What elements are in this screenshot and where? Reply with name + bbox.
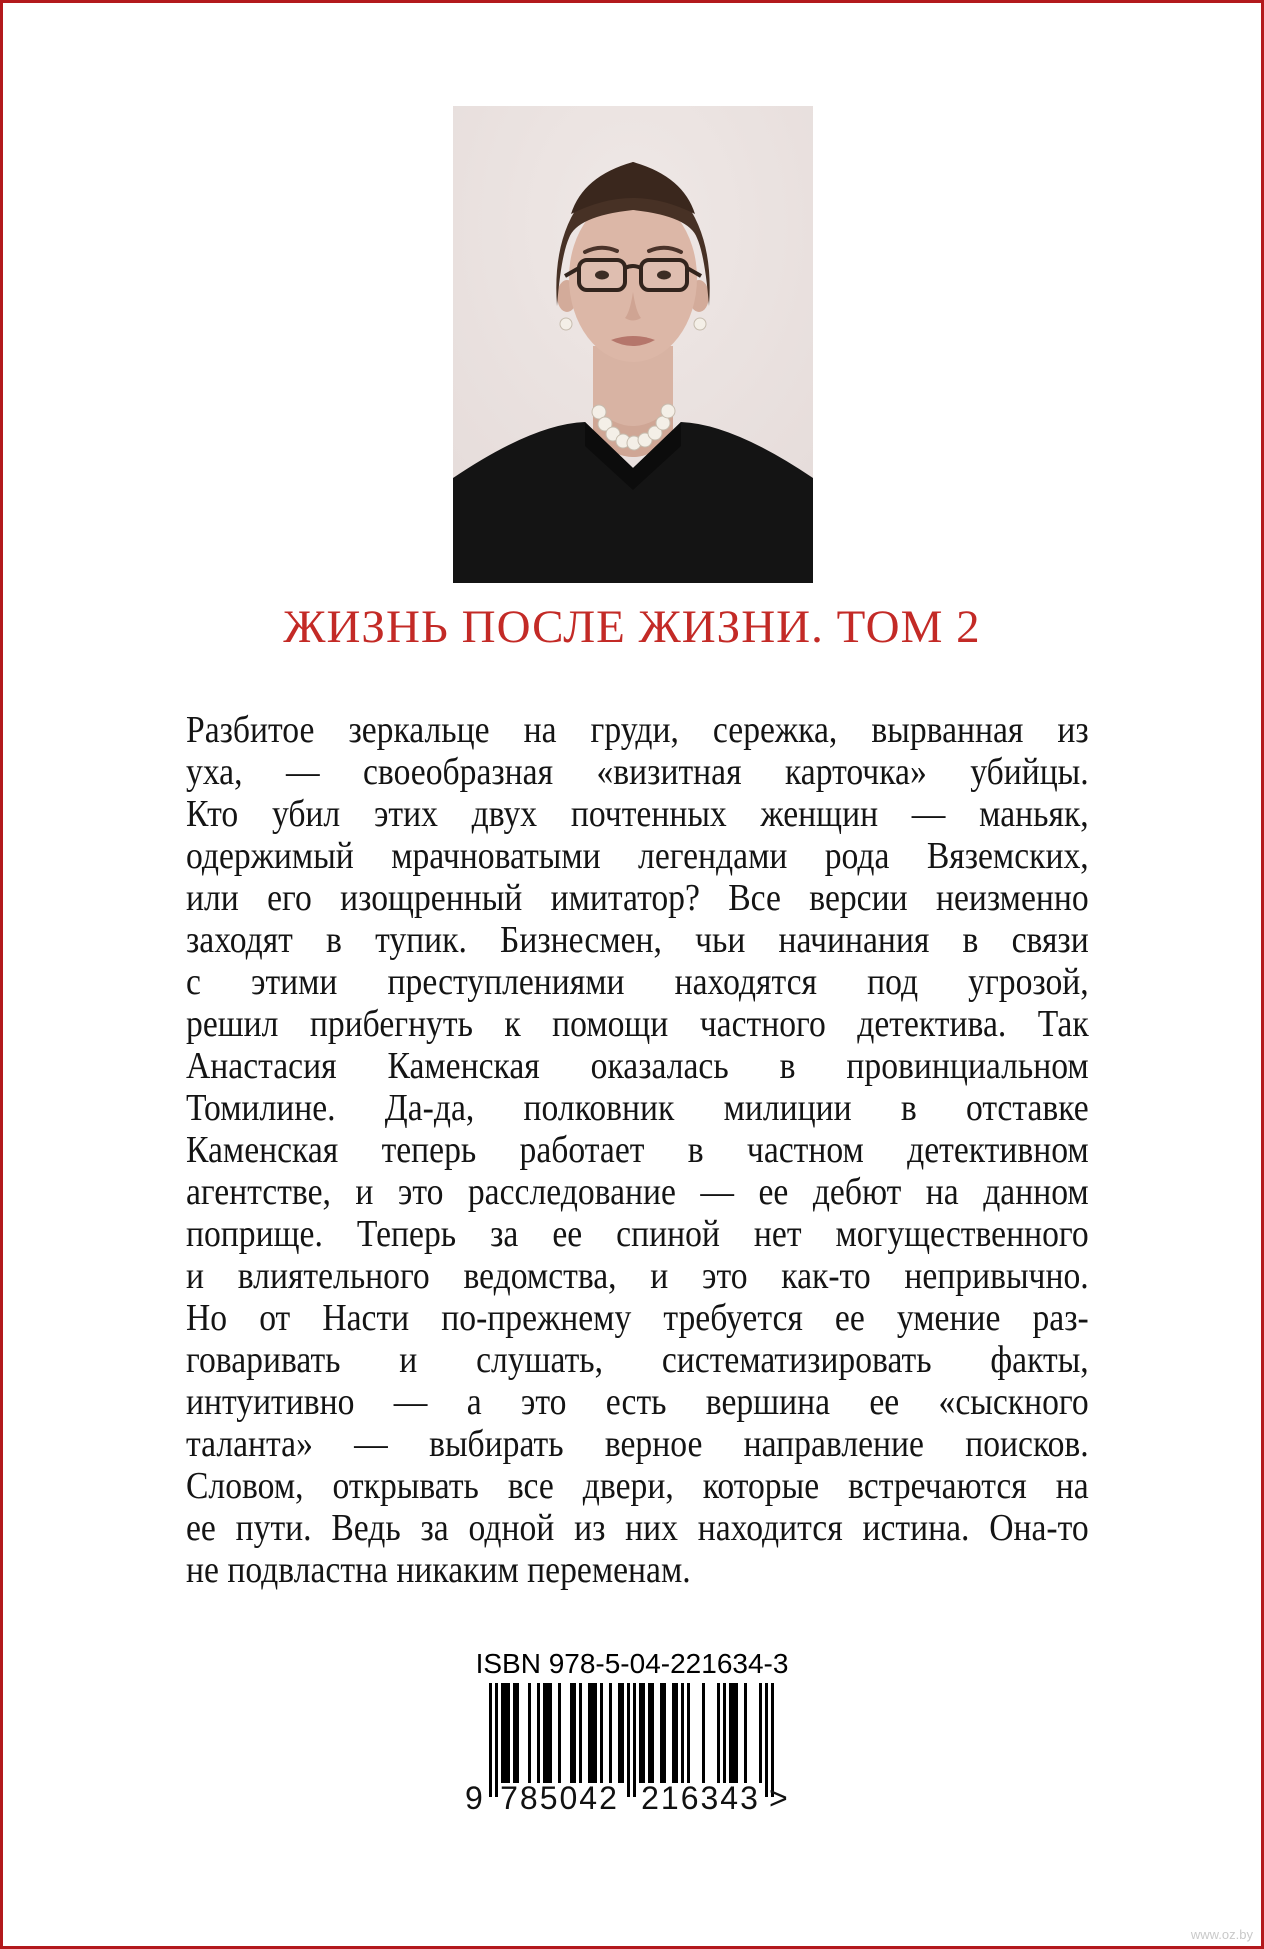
annotation-line: не подвластна никаким переменам. <box>186 1549 691 1591</box>
annotation-line: агентстве, и это расследование — ее дебют на данном <box>186 1171 1089 1213</box>
annotation-text <box>186 709 1206 1591</box>
barcode <box>467 1683 797 1815</box>
annotation-line: Каменская теперь работает в частном детективном <box>186 1129 1089 1171</box>
annotation-line: заходят в тупик. Бизнесмен, чьи начинания в связи <box>186 919 1089 961</box>
barcode-digit-group: 785042 <box>500 1780 619 1816</box>
annotation-line: Кто убил этих двух почтенных женщин — маньяк, <box>186 793 1089 835</box>
author-photo-illustration <box>453 106 813 583</box>
annotation-line: и влиятельного ведомства, и это как-то непривычно. <box>186 1255 1089 1297</box>
annotation-line: Разбитое зеркальце на груди, сережка, вырванная из <box>186 709 1089 751</box>
annotation-line: Анастасия Каменская оказалась в провинциальном <box>186 1045 1089 1087</box>
annotation-line: или его изощренный имитатор? Все версии неизменно <box>186 877 1089 919</box>
annotation-line: решил прибегнуть к помощи частного детектива. Так <box>186 1003 1089 1045</box>
barcode-digit-tail: > <box>769 1780 788 1816</box>
annotation-line: одержимый мрачноватыми легендами рода Вяземских, <box>186 835 1089 877</box>
barcode-digits <box>467 1780 797 1815</box>
annotation-line: Но от Насти по-прежнему требуется ее умение раз- <box>186 1297 1089 1339</box>
annotation-line: ее пути. Ведь за одной из них находится истина. Она-то <box>186 1507 1089 1549</box>
annotation-line: интуитивно — а это есть вершина ее «сыскного <box>186 1381 1089 1423</box>
annotation-line: Томилине. Да-да, полковник милиции в отставке <box>186 1087 1089 1129</box>
annotation-line: поприще. Теперь за ее спиной нет могущественного <box>186 1213 1089 1255</box>
annotation-line: таланта» — выбирать верное направление поисков. <box>186 1423 1089 1465</box>
author-photo <box>453 106 813 583</box>
watermark: www.oz.by <box>1190 1927 1253 1942</box>
annotation-line: говаривать и слушать, систематизировать факты, <box>186 1339 1089 1381</box>
isbn-label: ISBN 978-5-04-221634-3 <box>475 1648 789 1679</box>
barcode-digit-group: 216343 <box>641 1780 760 1816</box>
annotation-line: уха, — своеобразная «визитная карточка» убийцы. <box>186 751 1089 793</box>
annotation-line: с этими преступлениями находятся под угрозой, <box>186 961 1089 1003</box>
barcode-digit-lead: 9 <box>465 1780 483 1816</box>
annotation-line: Словом, открывать все двери, которые встречаются на <box>186 1465 1089 1507</box>
book-title: ЖИЗНЬ ПОСЛЕ ЖИЗНИ. ТОМ 2 <box>283 601 981 653</box>
